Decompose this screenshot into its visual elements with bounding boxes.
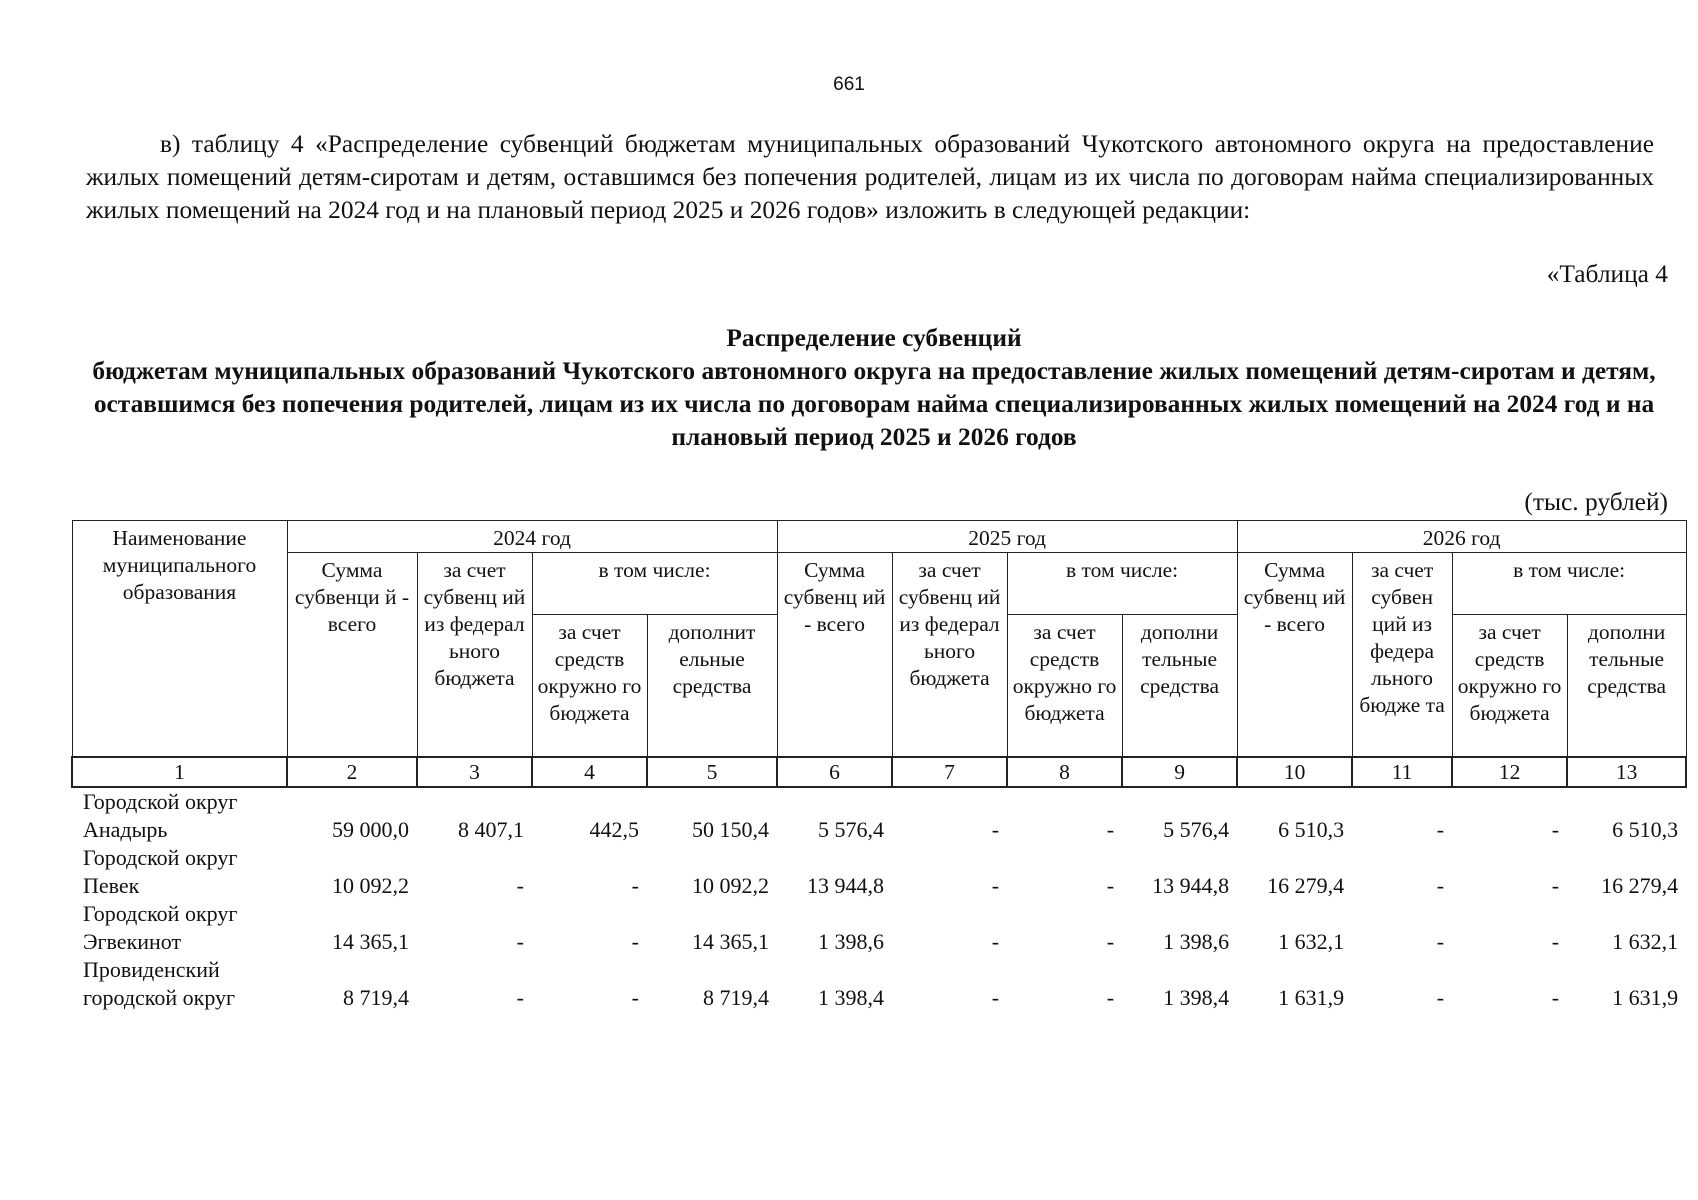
row-name-line-1: Городской округ <box>83 900 238 926</box>
cell-value: - <box>1436 984 1445 1010</box>
col-number: 2 <box>287 757 417 787</box>
cell-value: 6 510,3 <box>1612 816 1679 842</box>
cell-value: 16 279,4 <box>1601 872 1679 898</box>
header-incl-2025: в том числе: <box>1007 553 1237 615</box>
header-c8: за счет средств окружно го бюджета <box>1007 615 1122 757</box>
row-name-line-2: Певек <box>83 872 140 898</box>
cell-value: - <box>1551 872 1560 898</box>
row-name-line-2: Эгвекинот <box>83 928 182 954</box>
cell-value: - <box>631 928 639 954</box>
title-line-1: Распределение субвенций <box>726 324 1022 352</box>
header-c9: дополни тельные средства <box>1122 615 1237 757</box>
units-label: (тыс. рублей) <box>1524 488 1668 516</box>
table-label: «Таблица 4 <box>1546 260 1668 288</box>
header-row-numbers <box>72 757 1686 787</box>
cell-value: - <box>1436 872 1445 898</box>
header-year-2026: 2026 год <box>1237 521 1686 553</box>
cell-value: 1 398,4 <box>1163 984 1230 1010</box>
table-row <box>72 956 1686 1012</box>
cell-value: - <box>631 872 639 898</box>
cell-value: 8 719,4 <box>703 984 770 1010</box>
table-row <box>72 844 1686 900</box>
row-name-line-2: городской округ <box>83 984 236 1010</box>
cell-value: 442,5 <box>589 816 639 842</box>
cell-value: - <box>1106 928 1115 954</box>
cell-value: 50 150,4 <box>692 816 770 842</box>
header-row-years <box>72 521 1686 553</box>
cell-value: - <box>1551 984 1560 1010</box>
page-number: 661 <box>833 74 865 95</box>
cell-value: 13 944,8 <box>1152 872 1230 898</box>
header-c13: дополни тельные средства <box>1567 615 1686 757</box>
header-c7: за счет субвенц ий из федерал ьного бюджета <box>892 553 1007 757</box>
col-number: 7 <box>892 757 1007 787</box>
row-name-line-1: Провиденский <box>83 956 220 982</box>
col-number: 12 <box>1452 757 1567 787</box>
cell-value: 59 000,0 <box>332 816 409 842</box>
col-number: 6 <box>777 757 892 787</box>
cell-value: 8 719,4 <box>343 984 409 1010</box>
row-name-line-1: Городской округ <box>83 788 238 814</box>
cell-value: 1 398,4 <box>818 984 885 1010</box>
col-number: 4 <box>532 757 647 787</box>
header-year-2024: 2024 год <box>287 521 777 553</box>
cell-value: 10 092,2 <box>332 872 409 898</box>
cell-value: 1 631,9 <box>1278 984 1345 1010</box>
header-incl-2024: в том числе: <box>532 553 777 615</box>
cell-value: 13 944,8 <box>807 872 885 898</box>
col-number: 3 <box>417 757 532 787</box>
header-year-2025: 2025 год <box>777 521 1237 553</box>
row-name <box>72 844 287 900</box>
header-c4: за счет средств окружно го бюджета <box>532 615 647 757</box>
cell-value: 1 631,9 <box>1612 984 1679 1010</box>
cell-value: - <box>991 816 1000 842</box>
header-c2: Сумма субвенци й - всего <box>287 553 417 757</box>
row-name <box>72 956 287 1012</box>
col-number: 5 <box>647 757 777 787</box>
header-incl-2026: в том числе: <box>1452 553 1686 615</box>
cell-value: - <box>991 984 1000 1010</box>
cell-value: - <box>1551 928 1560 954</box>
cell-value: 8 407,1 <box>458 816 524 842</box>
header-c10: Сумма субвенц ий - всего <box>1237 553 1352 757</box>
header-c3: за счет субвенц ий из федерал ьного бюджета <box>417 553 532 757</box>
row-name <box>72 900 287 956</box>
cell-value: 1 398,6 <box>1163 928 1230 954</box>
header-row-sub <box>72 553 1686 615</box>
col-number: 11 <box>1352 757 1452 787</box>
cell-value: 16 279,4 <box>1267 872 1345 898</box>
title-line-2: бюджетам муниципальных образований Чукотского автономного округа на предоставление жилых помещений детям-сиротам и детям, оставшимся без попечения родителей, лицам из их числа по договорам найма специализированных жилых помещений на 2024 год и на плановый период 2025 и 2026 годов <box>92 357 1656 451</box>
cell-value: 1 398,6 <box>818 928 885 954</box>
cell-value: 1 632,1 <box>1278 928 1345 954</box>
cell-value: - <box>1106 872 1115 898</box>
cell-value: 5 576,4 <box>818 816 885 842</box>
table-title <box>90 322 1658 454</box>
cell-value: - <box>1106 984 1115 1010</box>
subsidy-table <box>71 520 1687 1012</box>
cell-value: - <box>516 872 524 898</box>
cell-value: 10 092,2 <box>692 872 770 898</box>
col-number: 8 <box>1007 757 1122 787</box>
cell-value: 14 365,1 <box>692 928 770 954</box>
cell-value: - <box>1436 816 1445 842</box>
cell-value: - <box>991 872 1000 898</box>
col-number: 1 <box>72 757 287 787</box>
row-name-line-1: Городской округ <box>83 844 238 870</box>
table-row <box>72 900 1686 956</box>
header-c5: дополнит ельные средства <box>647 615 777 757</box>
col-number: 9 <box>1122 757 1237 787</box>
col-number: 10 <box>1237 757 1352 787</box>
header-c6: Сумма субвенц ий - всего <box>777 553 892 757</box>
header-name-col: Наименование муниципального образования <box>72 521 287 757</box>
cell-value: - <box>1436 928 1445 954</box>
row-name-line-2: Анадырь <box>83 816 168 842</box>
cell-value: - <box>516 928 524 954</box>
header-c12: за счет средств окружно го бюджета <box>1452 615 1567 757</box>
cell-value: 5 576,4 <box>1163 816 1230 842</box>
cell-value: - <box>631 984 639 1010</box>
cell-value: - <box>991 928 1000 954</box>
cell-value: 1 632,1 <box>1612 928 1679 954</box>
intro-paragraph: в) таблицу 4 «Распределение субвенций бюджетам муниципальных образований Чукотского автономного округа на предоставление жилых помещений детям-сиротам и детям, оставшимся без попечения родителей, лицам из их числа по договорам найма специализированных жилых помещений на 2024 год и на плановый период 2025 и 2026 годов» изложить в следующей редакции: <box>86 130 1654 224</box>
cell-value: - <box>516 984 524 1010</box>
cell-value: 14 365,1 <box>332 928 409 954</box>
cell-value: - <box>1106 816 1115 842</box>
cell-value: 6 510,3 <box>1278 816 1345 842</box>
header-c11: за счет субвен ций из федера льного бюдже та <box>1352 553 1452 757</box>
col-number: 13 <box>1567 757 1686 787</box>
row-name <box>72 787 287 844</box>
table-row <box>72 787 1686 844</box>
cell-value: - <box>1551 816 1560 842</box>
